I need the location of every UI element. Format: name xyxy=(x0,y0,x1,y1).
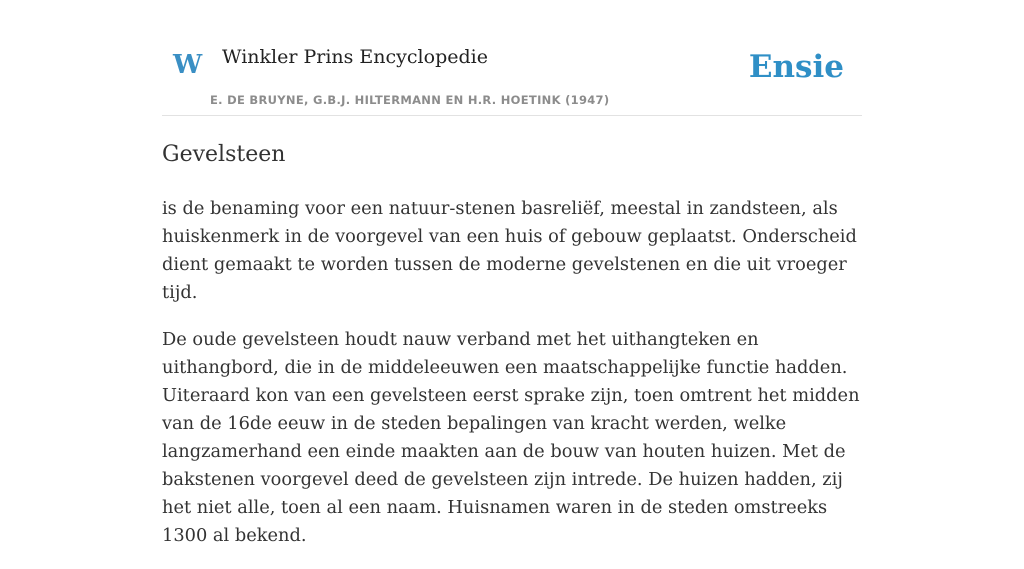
article xyxy=(162,140,862,569)
source-authors: E. DE BRUYNE, G.B.J. HILTERMANN EN H.R. HOETINK (1947) xyxy=(210,93,610,107)
article-title: Gevelsteen xyxy=(162,142,286,167)
article-paragraph: De oude gevelsteen houdt nauw verband met het uithangteken en uithangbord, die in de middeleeuwen een maatschappelijke functie hadden. Uiteraard kon van een gevelsteen eerst sprake zijn, toen omtrent het midden van de 16de eeuw in de steden bepalingen van kracht werden, welke langzamerhand een einde maakten aan de bouw van houten huizen. Met de bakstenen voorgevel deed de gevelsteen zijn intrede. De huizen hadden, zij het niet alle, toen al een naam. Huisnamen waren in de steden omstreeks 1300 al bekend. xyxy=(162,329,860,546)
ensie-brand-logo[interactable]: Ensie xyxy=(748,49,844,85)
source-title[interactable]: Winkler Prins Encyclopedie xyxy=(222,46,488,68)
winkler-prins-logo[interactable]: W xyxy=(173,50,203,80)
source-header xyxy=(162,40,862,116)
article-paragraph: is de benaming voor een natuur-stenen basreliëf, meestal in zandsteen, als huiskenmerk in de voorgevel van een huis of gebouw geplaatst. Onderscheid dient gemaakt te worden tussen de moderne gevelstenen en die uit vroeger tijd. xyxy=(162,198,857,303)
